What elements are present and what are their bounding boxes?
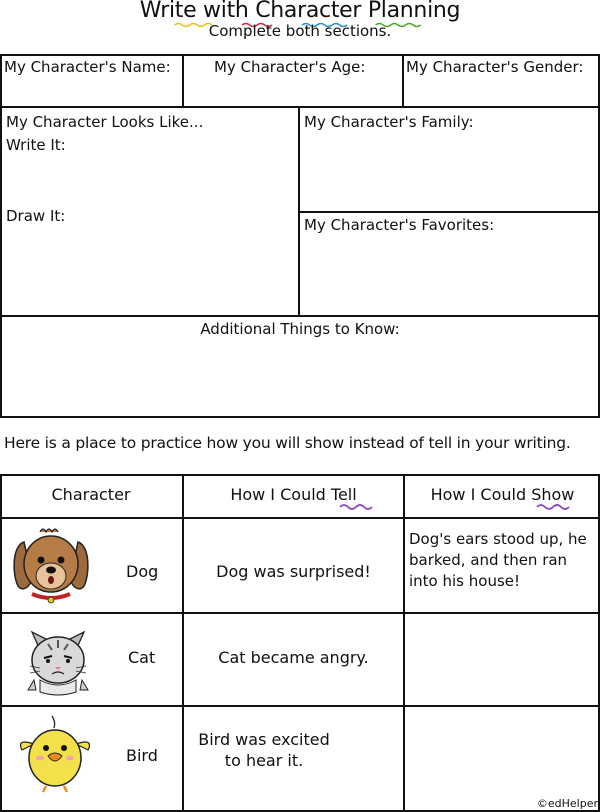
- divider: [0, 315, 600, 317]
- additional-label: Additional Things to Know:: [200, 320, 400, 338]
- bird-icon: [16, 712, 94, 796]
- tell-underline-decoration: [339, 503, 373, 511]
- favorites-label: My Character's Favorites:: [304, 216, 495, 234]
- practice-instruction: Here is a place to practice how you will show instead of tell in your writing.: [4, 434, 571, 452]
- divider: [0, 705, 600, 707]
- character-name: Cat: [128, 648, 156, 667]
- gender-label: My Character's Gender:: [406, 58, 584, 76]
- divider: [0, 517, 600, 519]
- character-name: Bird: [126, 746, 158, 765]
- page-title: Write with Character Planning: [139, 0, 461, 23]
- dog-icon: [10, 524, 92, 608]
- tell-text: Dog was surprised!: [216, 562, 371, 581]
- tell-line: Bird was excited: [198, 730, 330, 749]
- tell-text: Cat became angry.: [218, 648, 369, 667]
- divider: [182, 54, 184, 106]
- tell-text: [184, 729, 344, 771]
- header-show: How I Could Show: [430, 485, 575, 504]
- show-line: Dog's ears stood up, he: [409, 530, 587, 548]
- age-label: My Character's Age:: [214, 58, 366, 76]
- looks-like-label: My Character Looks Like...: [6, 113, 204, 131]
- divider: [0, 106, 600, 108]
- divider: [0, 612, 600, 614]
- header-tell: How I Could Tell: [230, 485, 357, 504]
- family-label: My Character's Family:: [304, 113, 474, 131]
- tell-line: to hear it.: [224, 751, 304, 770]
- write-it-label: Write It:: [6, 136, 66, 154]
- page-subtitle: Complete both sections.: [208, 22, 392, 40]
- show-underline-decoration: [536, 503, 574, 511]
- show-text: [409, 529, 587, 592]
- cat-icon: [18, 620, 98, 700]
- divider: [298, 211, 600, 213]
- draw-it-label: Draw It:: [6, 207, 66, 225]
- name-label: My Character's Name:: [4, 58, 171, 76]
- show-line: barked, and then ran: [409, 551, 568, 569]
- planning-grid: [0, 54, 600, 418]
- divider: [402, 54, 404, 106]
- copyright-text: ©edHelper: [536, 797, 598, 810]
- show-line: into his house!: [409, 572, 521, 590]
- divider: [403, 474, 405, 812]
- header-character: Character: [51, 485, 131, 504]
- character-name: Dog: [126, 562, 159, 581]
